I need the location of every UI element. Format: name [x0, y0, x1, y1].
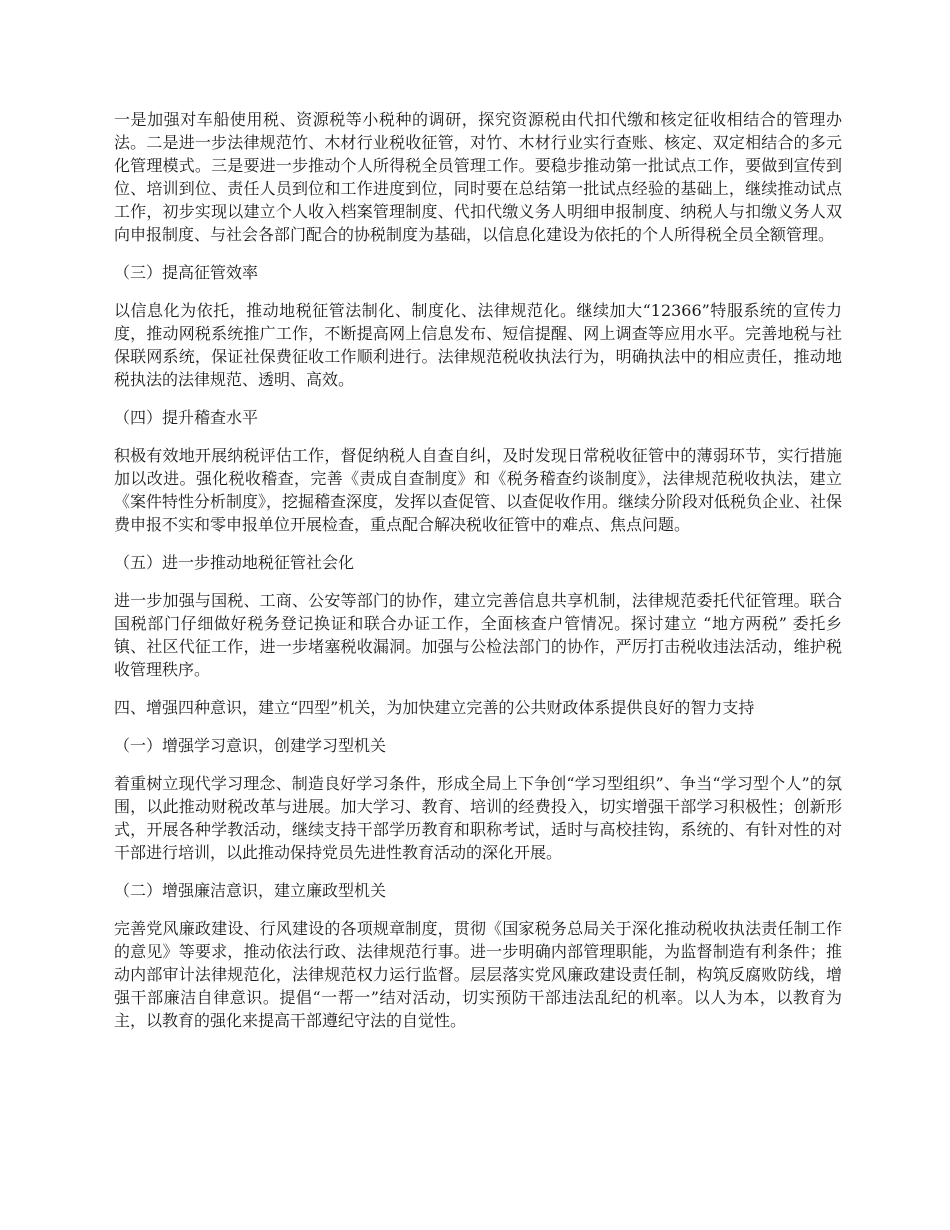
paragraph-section-5: 进一步加强与国税、工商、公安等部门的协作，建立完善信息共享机制，法律规范委托代征管理。联合国税部门仔细做好税务登记换证和联合办证工作，全面核查户管情况。探讨建立 “地方两税” 委托乡镇、社区代征工作，进一步堵塞税收漏洞。加强与公检法部门的协作，严厉打击税收违法活动，维护税收管理秩序。 — [114, 591, 842, 679]
paragraph-section-4: 积极有效地开展纳税评估工作，督促纳税人自查自纠，及时发现日常税收征管中的薄弱环节，实行措施加以改进。强化税收稽查，完善《责成自查制度》和《税务稽查约谈制度》，法律规范税收执法，建立《案件特性分析制度》，挖掘稽查深度，发挥以查促管、以查促收作用。继续分阶段对低税负企业、社保费申报不实和零申报单位开展检查，重点配合解决税收征管中的难点、焦点问题。 — [114, 446, 843, 534]
paragraph-part-4-2: 完善党风廉政建设、行风建设的各项规章制度，贯彻《国家税务总局关于深化推动税收执法责任制工作的意见》等要求，推动依法行政、法律规范行事。进一步明确内部管理职能，为监督制造有利条件；推动内部审计法律规范化，法律规范权力运行监督。层层落实党风廉政建设责任制，构筑反腐败防线，增强干部廉洁自律意识。提倡“一帮一”结对活动，切实预防干部违法乱纪的机率。以人为本，以教育为主，以教育的强化来提高干部遵纪守法的自觉性。 — [114, 919, 842, 1030]
heading-part-4: 四、增强四种意识，建立“四型”机关，为加快建立完善的公共财政体系提供良好的智力支持 — [114, 698, 755, 717]
paragraph-intro: 一是加强对车船使用税、资源税等小税种的调研，探究资源税由代扣代缴和核定征收相结合的管理办法。二是进一步法律规范竹、木材行业税收征管，对竹、木材行业实行查账、核定、双定相结合的多元化管理模式。三是要进一步推动个人所得税全员管理工作。要稳步推动第一批试点工作，要做到宣传到位、培训到位、责任人员到位和工作进度到位，同时要在总结第一批试点经验的基础上，继续推动试点工作，初步实现以建立个人收入档案管理制度、代扣代缴义务人明细申报制度、纳税人与扣缴义务人双向申报制度、与社会各部门配合的协税制度为基础，以信息化建设为依托的个人所得税全员全额管理。 — [114, 110, 842, 244]
heading-part-4-2: （二）增强廉洁意识，建立廉政型机关 — [114, 881, 387, 900]
paragraph-section-3: 以信息化为依托，推动地税征管法制化、制度化、法律规范化。继续加大“12366”特服系统的宣传力度，推动网税系统推广工作，不断提高网上信息发布、短信提醒、网上调查等应用水平。完善地税与社保联网系统，保证社保费征收工作顺利进行。法律规范税收执法行为，明确执法中的相应责任，推动地税执法的法律规范、透明、高效。 — [114, 301, 842, 389]
heading-section-4: （四）提升稽查水平 — [114, 408, 259, 427]
heading-part-4-1: （一）增强学习意识，创建学习型机关 — [114, 736, 387, 755]
paragraph-part-4-1: 着重树立现代学习理念、制造良好学习条件，形成全局上下争创“学习型组织”、争当“学习型个人”的氛围，以此推动财税改革与进展。加大学习、教育、培训的经费投入，切实增强干部学习积极性；创新形式，开展各种学教活动，继续支持干部学历教育和职称考试，适时与高校挂钩，系统的、有针对性的对干部进行培训，以此推动保持党员先进性教育活动的深化开展。 — [114, 774, 842, 862]
heading-section-5: （五）进一步推动地税征管社会化 — [114, 553, 355, 572]
document-page — [114, 108, 842, 1047]
heading-section-3: （三）提高征管效率 — [114, 263, 259, 282]
